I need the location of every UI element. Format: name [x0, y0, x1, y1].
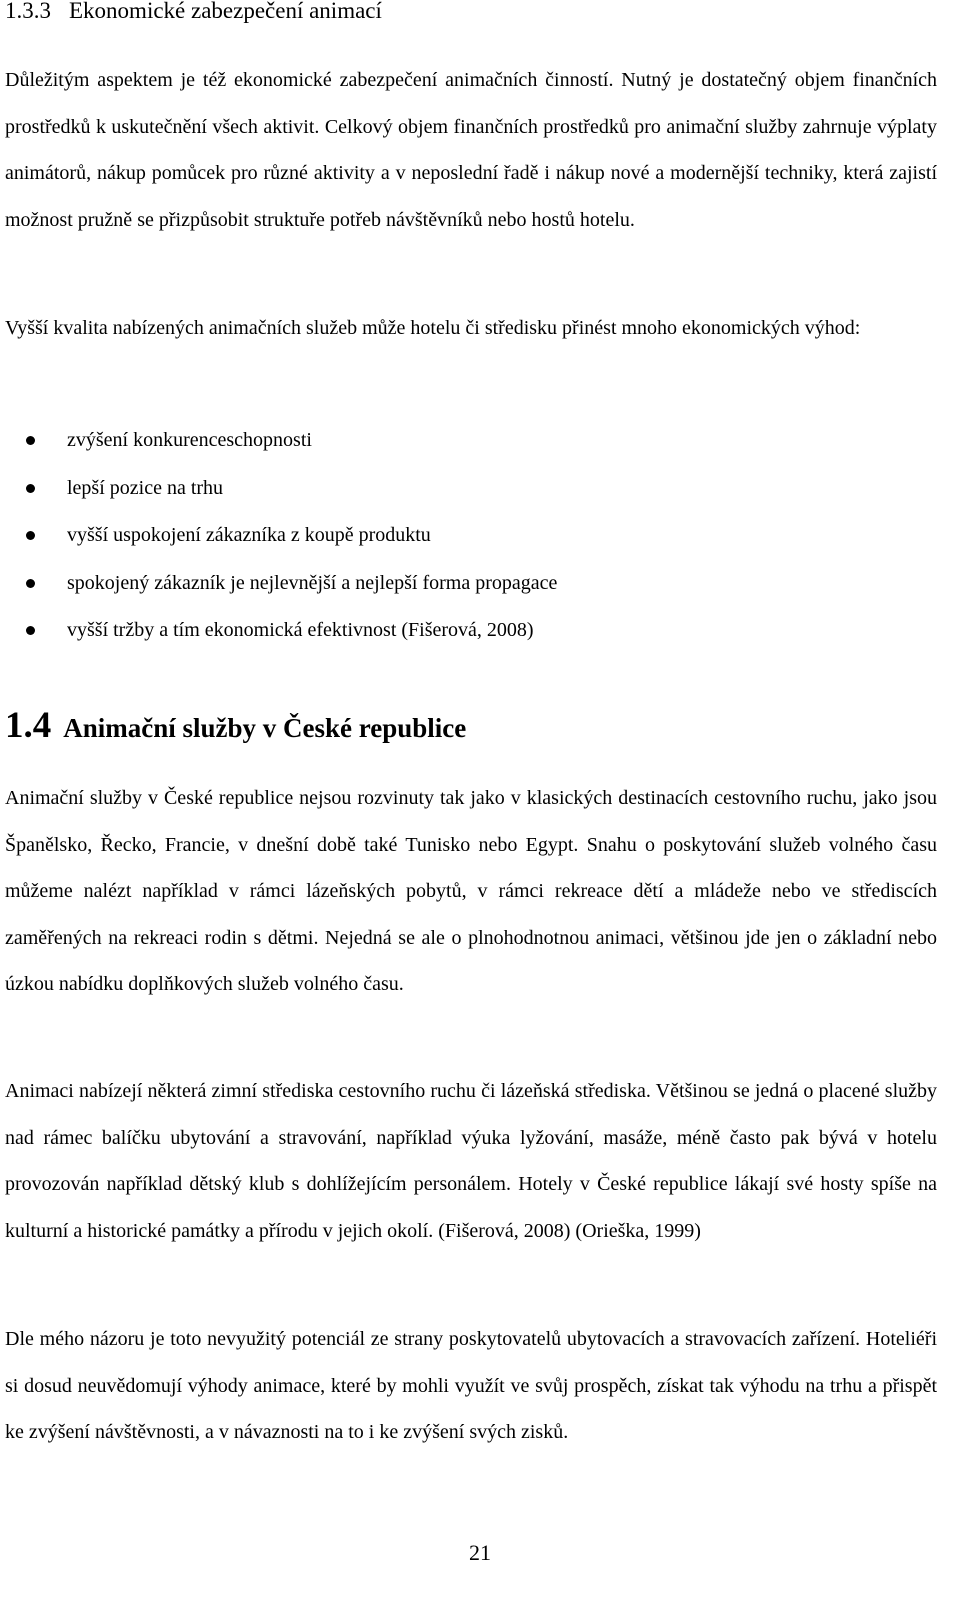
paragraph-author-opinion: Dle mého názoru je toto nevyužitý potenciál ze strany poskytovatelů ubytovacích a stravovacích zařízení. Hoteliéři si dosud neuvědomují výhody animace, které by mohli využít ve svůj prospěch, získat tak výhodu na trhu a přispět ke zvýšení návštěvnosti, a v návaznosti na to i ke zvýšení svých zisků.	[5, 1328, 937, 1443]
bullet-icon	[26, 484, 35, 493]
subsection-number: 1.3.3	[5, 0, 51, 23]
list-item: spokojený zákazník je nejlevnější a nejlepší forma propagace	[5, 560, 937, 608]
bullet-icon	[26, 626, 35, 635]
paragraph-economic-benefits: Vyšší kvalita nabízených animačních služeb může hotelu či středisku přinést mnoho ekonomických výhod:	[5, 317, 861, 339]
section-title: Animační služby v České republice	[63, 713, 467, 743]
subsection-heading	[5, 0, 382, 24]
section-number: 1.4	[5, 705, 52, 746]
benefits-list	[5, 417, 937, 655]
bullet-icon	[26, 436, 35, 445]
list-item: lepší pozice na trhu	[5, 465, 937, 513]
subsection-title: Ekonomické zabezpečení animací	[69, 0, 382, 23]
bullet-icon	[26, 531, 35, 540]
paragraph-winter-resorts: Animaci nabízejí některá zimní střediska cestovního ruchu či lázeňská střediska. Většinou se jedná o placené služby nad rámec balíčku ubytování a stravování, například výuka lyžování, masáže, méně často pak bývá v hotelu provozován například dětský klub s dohlížejícím personálem. Hotely v České republice lákají své hosty spíše na kulturní a historické památky a přírodu v jejich okolí. (Fišerová, 2008) (Orieška, 1999)	[5, 1080, 937, 1242]
bullet-icon	[26, 579, 35, 588]
list-item: zvýšení konkurenceschopnosti	[5, 417, 937, 465]
list-item: vyšší uspokojení zákazníka z koupě produktu	[5, 512, 937, 560]
page-number: 21	[469, 1540, 491, 1565]
paragraph-czech-animation: Animační služby v České republice nejsou rozvinuty tak jako v klasických destinacích cestovního ruchu, jako jsou Španělsko, Řecko, Francie, v dnešní době také Tunisko nebo Egypt. Snahu o poskytování služeb volného času můžeme nalézt například v rámci lázeňských pobytů, v rámci rekreace dětí a mládeže nebo ve střediscích zaměřených na rekreaci rodin s dětmi. Nejedná se ale o plnohodnotnou animaci, většinou jde jen o základní nebo úzkou nabídku doplňkových služeb volného času.	[5, 787, 937, 995]
paragraph-economic-security: Důležitým aspektem je též ekonomické zabezpečení animačních činností. Nutný je dostatečný objem finančních prostředků k uskutečnění všech aktivit. Celkový objem finančních prostředků pro animační služby zahrnuje výplaty animátorů, nákup pomůcek pro různé aktivity a v neposlední řadě i nákup nové a modernější techniky, která zajistí možnost pružně se přizpůsobit struktuře potřeb návštěvníků nebo hostů hotelu.	[5, 69, 937, 231]
section-heading	[5, 700, 466, 754]
list-item: vyšší tržby a tím ekonomická efektivnost (Fišerová, 2008)	[5, 607, 937, 655]
